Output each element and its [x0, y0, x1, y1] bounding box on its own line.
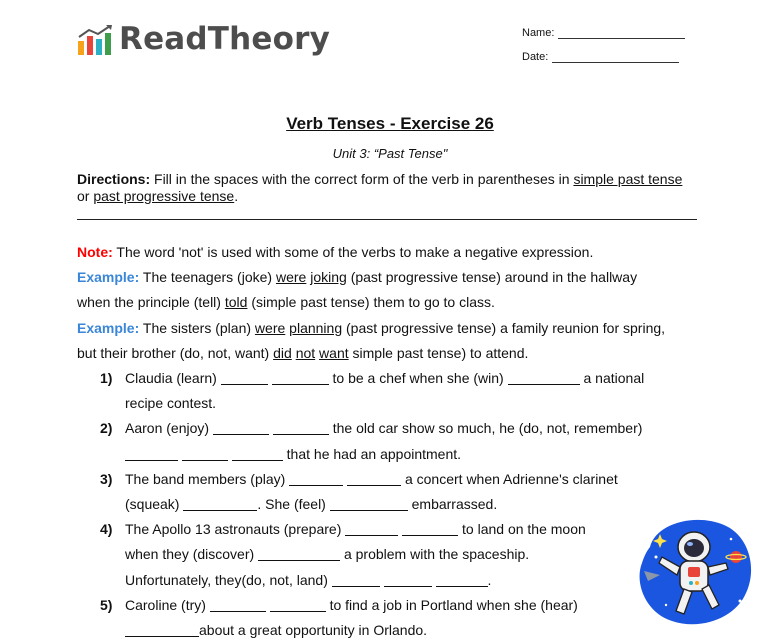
question-text: a problem with the spaceship. — [340, 546, 530, 563]
example2-answer: did — [273, 344, 292, 361]
question-text: . She (feel) — [257, 496, 330, 513]
question-3-line2 — [77, 492, 717, 517]
question-number: 2) — [100, 420, 113, 437]
astronaut-illustration — [636, 517, 756, 629]
question-text: The band members (play) — [125, 470, 290, 487]
note-line — [77, 240, 717, 265]
name-line[interactable] — [558, 28, 685, 39]
question-text: embarrassed. — [407, 496, 498, 513]
question-4-line2 — [77, 542, 717, 567]
example1-answer: told — [224, 294, 248, 311]
question-text: recipe contest. — [125, 395, 217, 412]
question-text: Caroline (try) — [125, 596, 210, 613]
question-number: 3) — [100, 470, 113, 487]
date-field — [522, 51, 679, 63]
example2-text: The sisters (plan) — [139, 319, 255, 336]
question-text: The Apollo 13 astronauts (prepare) — [125, 521, 346, 538]
example1-line2 — [77, 290, 717, 315]
question-text: Aaron (enjoy) — [125, 420, 213, 437]
question-text: (squeak) — [125, 496, 184, 513]
question-5 — [77, 593, 717, 618]
answer-blank[interactable] — [289, 471, 343, 486]
answer-blank[interactable] — [213, 420, 269, 435]
note-text: The word 'not' is used with some of the verbs to make a negative expression. — [112, 244, 594, 260]
example2-text: but their brother (do, not, want) — [77, 344, 274, 361]
answer-blank[interactable] — [232, 446, 283, 461]
worksheet-title: Verb Tenses - Exercise 26 — [286, 114, 494, 133]
question-text: Unfortunately, they(do, not, land) — [125, 571, 332, 588]
worksheet-subtitle: Unit 3: “Past Tense" — [332, 146, 448, 161]
example2-text: simple past tense) to attend. — [348, 344, 529, 361]
question-4 — [77, 517, 717, 542]
answer-blank[interactable] — [258, 546, 340, 561]
answer-blank[interactable] — [272, 370, 329, 385]
readtheory-logo — [77, 21, 331, 57]
answer-blank[interactable] — [508, 370, 580, 385]
answer-blank[interactable] — [436, 572, 488, 587]
question-text: . — [487, 571, 492, 588]
question-number: 4) — [100, 521, 113, 538]
example1-text: The teenagers (joke) — [139, 269, 276, 286]
answer-blank[interactable] — [270, 597, 326, 612]
question-text: to find a job in Portland when she (hear) — [325, 596, 578, 613]
question-text: about a great opportunity in Orlando. — [199, 622, 428, 639]
example2-line1 — [77, 316, 717, 341]
question-1-line2 — [77, 391, 717, 416]
example1-answer: were — [275, 269, 307, 286]
question-1 — [77, 366, 717, 391]
example1-line1 — [77, 265, 717, 290]
example2-line2 — [77, 341, 717, 366]
question-text: that he had an appointment. — [282, 445, 462, 462]
name-label: Name: — [522, 27, 555, 39]
answer-blank[interactable] — [182, 446, 228, 461]
answer-blank[interactable] — [332, 572, 380, 587]
exercise-body — [77, 240, 717, 643]
example2-answer: not — [295, 344, 316, 361]
answer-blank[interactable] — [210, 597, 266, 612]
question-5-line2 — [77, 618, 717, 643]
question-2-line2 — [77, 442, 717, 467]
answer-blank[interactable] — [330, 496, 408, 511]
question-text: Claudia (learn) — [125, 370, 221, 387]
answer-blank[interactable] — [273, 420, 329, 435]
question-number: 1) — [100, 370, 113, 387]
answer-blank[interactable] — [221, 370, 268, 385]
answer-blank[interactable] — [125, 446, 178, 461]
note-label: Note: — [77, 244, 113, 260]
answer-blank[interactable] — [125, 622, 199, 637]
question-text: a national — [579, 370, 645, 387]
question-text: when they (discover) — [125, 546, 259, 563]
question-3 — [77, 467, 717, 492]
question-4-line3 — [77, 568, 717, 593]
directions-text: Fill in the spaces with the correct form of the verb in parentheses in — [150, 171, 574, 187]
answer-blank[interactable] — [183, 496, 257, 511]
directions-term-past-progressive: past progressive tense — [93, 188, 235, 204]
example2-label: Example: — [77, 319, 140, 336]
example2-text: (past progressive tense) a family reunion for spring, — [342, 319, 666, 336]
question-2 — [77, 416, 717, 441]
directions-term-simple-past: simple past tense — [573, 171, 683, 187]
logo-text: ReadTheory — [119, 21, 331, 57]
example1-label: Example: — [77, 269, 140, 286]
directions-end: . — [234, 188, 239, 204]
example2-answer: planning — [289, 319, 343, 336]
question-number: 5) — [100, 596, 113, 613]
example2-answer: were — [254, 319, 286, 336]
directions-or: or — [77, 188, 94, 204]
answer-blank[interactable] — [384, 572, 432, 587]
date-label: Date: — [522, 51, 549, 63]
divider — [77, 219, 697, 220]
answer-blank[interactable] — [402, 521, 458, 536]
example1-answer: joking — [310, 269, 347, 286]
bar-chart-logo-icon — [77, 25, 113, 55]
example1-text: when the principle (tell) — [77, 294, 225, 311]
example1-text: (past progressive tense) around in the hallway — [346, 269, 638, 286]
example1-text: (simple past tense) them to go to class. — [247, 294, 495, 311]
date-line[interactable] — [552, 52, 679, 63]
directions — [77, 171, 697, 205]
question-text: to land on the moon — [458, 521, 586, 538]
example2-answer: want — [319, 344, 349, 361]
answer-blank[interactable] — [345, 521, 398, 536]
name-field — [522, 27, 685, 39]
directions-label: Directions: — [77, 171, 151, 187]
question-text: the old car show so much, he (do, not, remember) — [328, 420, 643, 437]
question-text: a concert when Adrienne's clarinet — [401, 470, 618, 487]
answer-blank[interactable] — [347, 471, 401, 486]
question-text: to be a chef when she (win) — [328, 370, 508, 387]
